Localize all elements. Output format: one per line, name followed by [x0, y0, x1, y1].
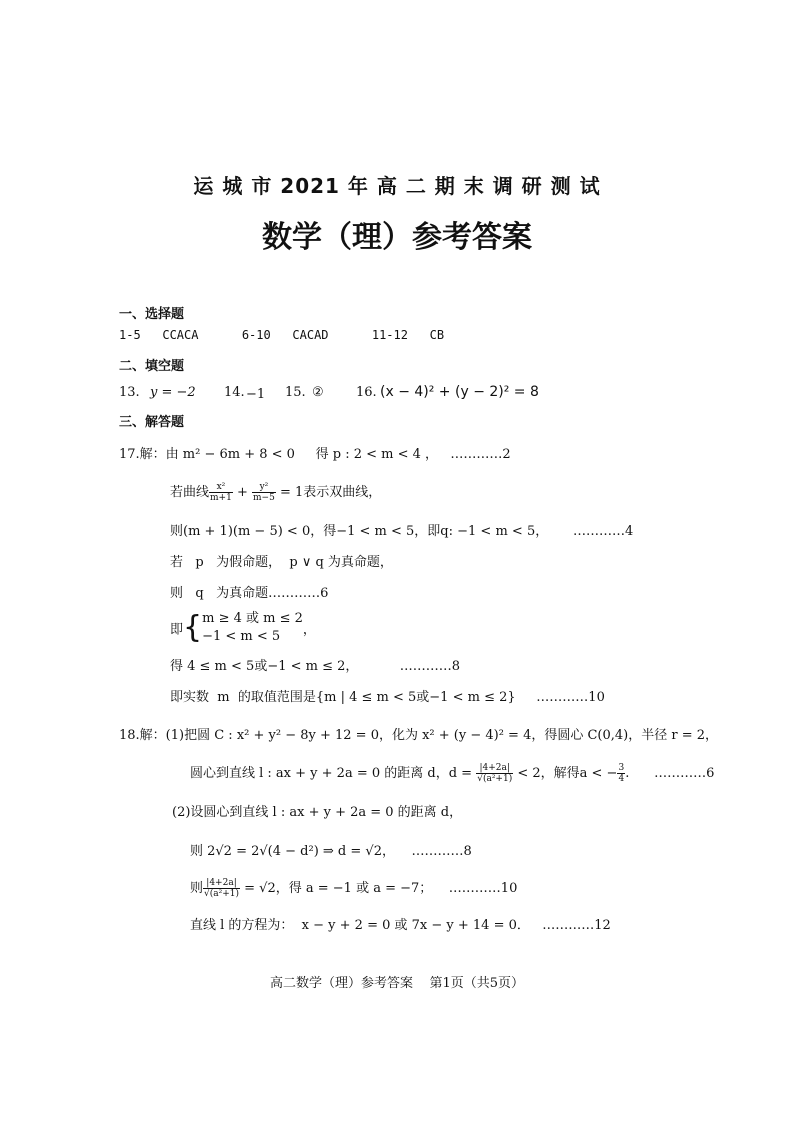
q18-distance-fraction [476, 763, 513, 784]
q18-line-5-prefix: 则 [190, 881, 204, 896]
q17-plus: + [236, 485, 248, 500]
q17-line-6-suffix: ， [302, 622, 316, 638]
page-title: 运 城 市 2021 年 高 二 期 末 调 研 测 试 [193, 174, 601, 198]
q17-line-2-prefix: 若曲线 [170, 485, 210, 500]
section-fill-title: 二、填空题 [119, 359, 185, 374]
q17-line-6 [170, 610, 316, 646]
fraction-numerator: |4+2a| [476, 763, 513, 774]
fill-q15-number: 15. [285, 385, 306, 400]
q17-line-3: 则(m + 1)(m − 5) < 0，得−1 < m < 5，即q: −1 < m < 5， …………4 [170, 524, 634, 539]
q18-line-2-suffix: . …………6 [625, 766, 715, 781]
q18-line-2-middle: < 2，解得a < − [517, 766, 618, 781]
q17-system [202, 610, 303, 646]
q18-line-6: 直线 l 的方程为： x − y + 2 = 0 或 7x − y + 14 = 0． …………12 [190, 918, 611, 933]
left-brace-icon: { [183, 610, 203, 645]
fraction-denominator: √(a²+1) [477, 774, 513, 784]
q18-line-4: 则 2√2 = 2√(4 − d²) ⇒ d = √2， …………8 [190, 844, 472, 859]
q18-second-fraction [203, 878, 240, 899]
q18-line-2-prefix: 圆心到直线 l : ax + y + 2a = 0 的距离 d，d = [190, 766, 473, 781]
fraction-denominator: √(a²+1) [204, 889, 240, 899]
system-row-2: −1 < m < 5 [202, 629, 281, 644]
fraction-denominator: m+1 [210, 493, 232, 503]
page-footer: 高二数学（理）参考答案 第1页（共5页） [269, 976, 525, 991]
fill-q13-answer: y = −2 [150, 385, 196, 400]
page-subtitle: 数学（理）参考答案 [262, 220, 532, 255]
system-row-1: m ≥ 4 或 m ≤ 2 [202, 611, 303, 626]
q18-line-2 [190, 762, 714, 784]
q18-line-5 [190, 877, 517, 899]
fill-q15-answer: ② [312, 385, 324, 400]
q18-line-5-suffix: = √2，得 a = −1 或 a = −7； …………10 [244, 881, 518, 896]
fraction-denominator: m−5 [253, 493, 275, 503]
fraction-numerator: 3 [618, 763, 625, 773]
fill-q13-number: 13. [119, 385, 140, 400]
q17-line-2-suffix: = 1表示双曲线， [279, 485, 382, 500]
q18-line-3: (2)设圆心到直线 l : ax + y + 2a = 0 的距离 d， [172, 805, 463, 820]
fill-q16-number: 16. [356, 385, 377, 400]
q17-line-6-prefix: 即 [170, 622, 184, 638]
q17-fraction-x [209, 482, 233, 503]
fraction-numerator: y² [252, 482, 276, 493]
fill-q14-number: 14. [224, 385, 245, 400]
fill-q16-answer: (x − 4)² + (y − 2)² = 8 [380, 384, 539, 400]
choice-answers: 1-5 CCACA 6-10 CACAD 11-12 CB [119, 328, 445, 342]
section-choice-title: 一、选择题 [119, 307, 185, 322]
q17-line-4: 若 p 为假命题， p ∨ q 为真命题， [170, 555, 393, 570]
fill-q14-answer: −1 [246, 387, 266, 402]
fraction-numerator: |4+2a| [203, 878, 240, 889]
q17-line-7: 得 4 ≤ m < 5或−1 < m ≤ 2， …………8 [170, 659, 460, 674]
q17-line-1: 17.解：由 m² − 6m + 8 < 0 得 p : 2 < m < 4 ， …………2 [119, 447, 511, 462]
q17-line-2 [170, 481, 381, 503]
section-solution-title: 三、解答题 [119, 415, 185, 430]
fraction-denominator: 4 [618, 774, 625, 784]
q17-fraction-y [252, 482, 276, 503]
fraction-numerator: x² [209, 482, 233, 493]
q17-line-5: 则 q 为真命题…………6 [170, 586, 329, 601]
q18-line-1: 18.解：(1)把圆 C : x² + y² − 8y + 12 = 0，化为 x² + (y − 4)² = 4，得圆心 C(0,4)，半径 r = 2， [119, 728, 719, 743]
q17-line-8: 即实数 m 的取值范围是{m | 4 ≤ m < 5或−1 < m ≤ 2} …………10 [170, 690, 605, 705]
